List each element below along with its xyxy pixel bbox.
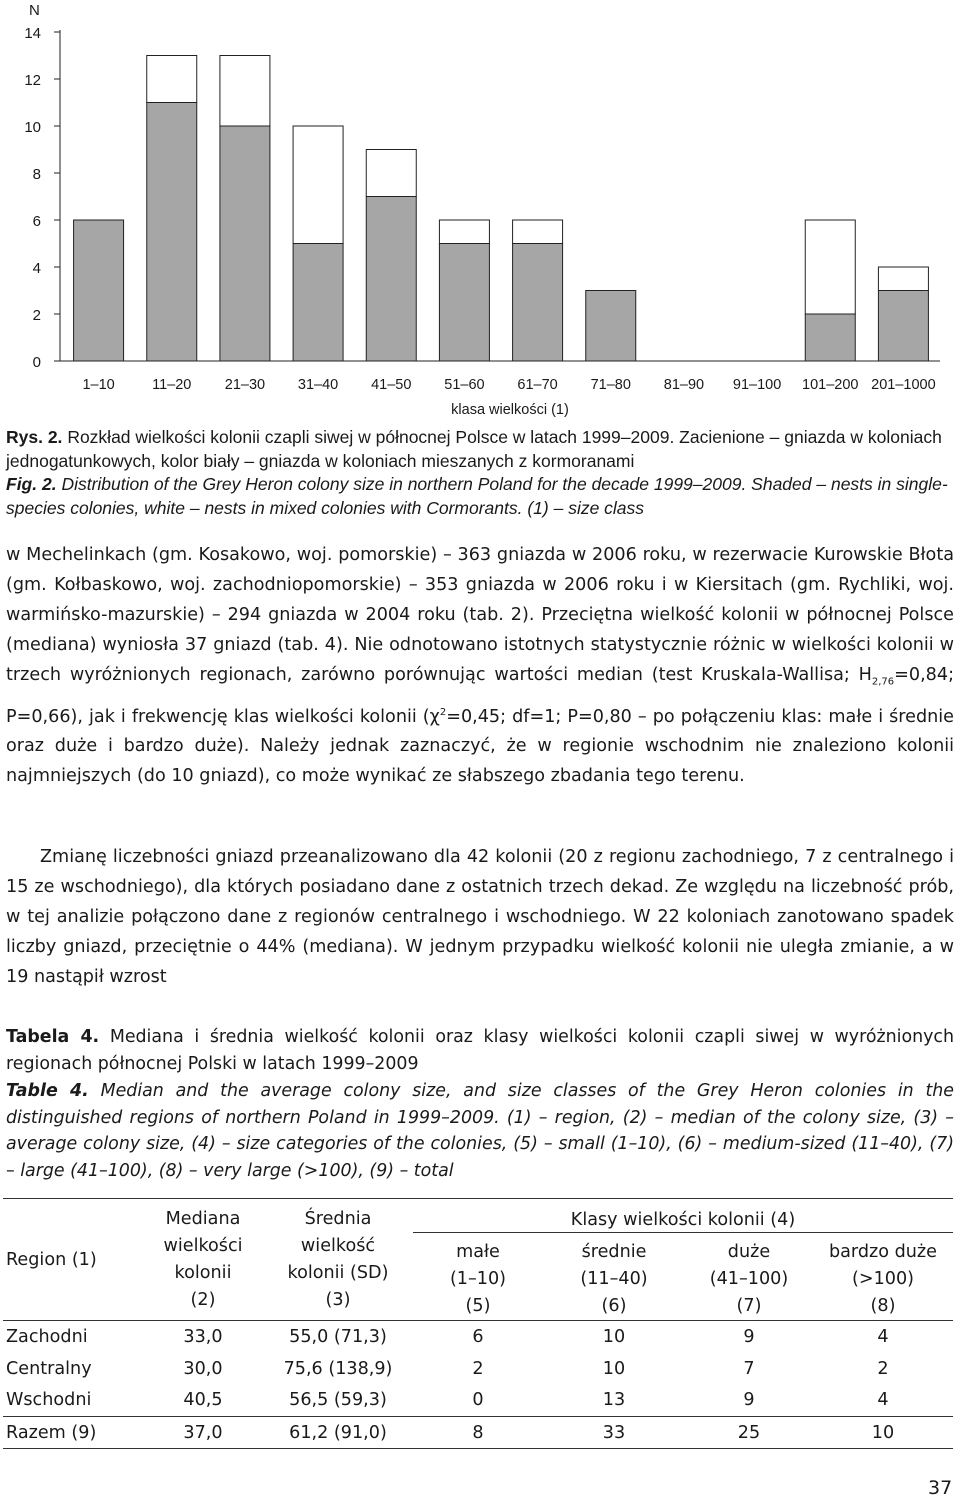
bar-white-segment xyxy=(366,150,416,197)
body-paragraph-2 xyxy=(6,842,954,992)
header-duze-line: duże xyxy=(727,1242,771,1262)
header-bardzo-line: (>100) xyxy=(851,1269,915,1289)
bar-shaded-segment xyxy=(805,314,855,361)
figure-label-pl: Rys. 2. xyxy=(6,427,63,447)
x-tick-label: 81–90 xyxy=(663,377,705,393)
bar-white-segment xyxy=(439,220,489,244)
table-cell: 55,0 (71,3) xyxy=(289,1326,387,1347)
header-srednie-line: (11–40) xyxy=(580,1269,648,1289)
header-mediana xyxy=(143,1199,263,1321)
chi-superscript: 2 xyxy=(439,706,447,718)
x-tick-label: 91–100 xyxy=(732,377,782,393)
table-caption-pl xyxy=(6,1024,954,1077)
header-bardzo xyxy=(813,1233,953,1321)
header-srednie-line: (6) xyxy=(601,1296,627,1316)
table-cell: 13 xyxy=(602,1390,626,1411)
colony-size-table xyxy=(3,1198,953,1449)
table-cell: 10 xyxy=(602,1326,626,1347)
table-cell: 25 xyxy=(685,1417,813,1449)
table-row xyxy=(3,1321,953,1353)
table-row xyxy=(3,1353,953,1385)
header-klasy: Klasy wielkości kolonii (4) xyxy=(413,1199,953,1233)
y-tick-label: 4 xyxy=(32,260,41,277)
figure-text-en: Distribution of the Grey Heron colony size in northern Poland for the decade 1999–2009. Shaded – nests in single-species colonies, white – nests in mixed colonies with Cormorants. (1) – size class xyxy=(6,474,948,518)
bar-white-segment xyxy=(878,267,928,291)
x-tick-label: 61–70 xyxy=(517,377,558,393)
header-srednie xyxy=(543,1233,685,1321)
header-srednia-line: Średnia xyxy=(304,1208,372,1229)
table-cell: 10 xyxy=(813,1417,953,1449)
table-cell: Wschodni xyxy=(6,1390,92,1411)
y-axis-label: N xyxy=(29,2,40,19)
figure-caption-en xyxy=(6,473,954,520)
header-male-line: małe xyxy=(456,1242,500,1262)
x-axis-label: klasa wielkości (1) xyxy=(451,402,569,418)
bar-white-segment xyxy=(220,56,270,127)
x-tick-label: 1–10 xyxy=(82,377,115,393)
table-cell: 9 xyxy=(743,1390,755,1411)
table-cell: 33 xyxy=(543,1417,685,1449)
header-duze xyxy=(685,1233,813,1321)
y-tick-label: 10 xyxy=(24,119,41,136)
table-row-total xyxy=(3,1417,953,1449)
bar-shaded-segment xyxy=(220,126,270,361)
x-tick-label: 11–20 xyxy=(152,377,192,393)
table-label-pl: Tabela 4. xyxy=(6,1027,100,1047)
bar-shaded-segment xyxy=(147,103,197,362)
header-bardzo-line: (8) xyxy=(870,1296,896,1316)
header-mediana-line: kolonii xyxy=(174,1262,232,1283)
header-male-line: (1–10) xyxy=(449,1269,507,1289)
table-cell: 30,0 xyxy=(183,1358,223,1379)
body-text-2: Zmianę liczebności gniazd przeanalizowano dla 42 kolonii (20 z regionu zachodniego, 7 z centralnego i 15 ze wschodniego), dla których posiadano dane z ostatnich trzech dekad. Ze względu na liczebność prób, w tej analizie połączono dane z regionów centralnego i wschodniego. W 22 koloniach zanotowano spadek liczby gniazd, przeciętnie o 44% (mediana). W jednym przypadku wielkość kolonii nie uległa zmianie, a w 19 nastąpił wzrost xyxy=(6,847,954,987)
x-tick-label: 21–30 xyxy=(224,377,266,393)
bar-white-segment xyxy=(513,220,563,244)
body-text-part-c: =0,45; df=1; P=0,80 – po połączeniu klas: małe i średnie oraz duże i bardzo duże). Należy jednak zaznaczyć, że w regionie wschodnim nie znaleziono kolonii najmniejszych (do 10 gniazd), co może wynikać ze słabszego zbadania tego terenu. xyxy=(6,706,954,787)
table-cell: 7 xyxy=(743,1358,755,1379)
x-tick-label: 201–1000 xyxy=(871,377,936,393)
x-tick-label: 71–80 xyxy=(590,377,631,393)
table-cell: 4 xyxy=(877,1326,889,1347)
bar-white-segment xyxy=(293,126,343,244)
x-tick-label: 31–40 xyxy=(297,377,339,393)
header-mediana-line: wielkości xyxy=(163,1235,243,1256)
table-cell: Razem (9) xyxy=(3,1417,143,1449)
colony-size-histogram xyxy=(0,0,960,425)
header-mediana-line: (2) xyxy=(190,1289,216,1310)
table-cell: 37,0 xyxy=(143,1417,263,1449)
header-srednia xyxy=(263,1199,413,1321)
x-tick-label: 51–60 xyxy=(444,377,485,393)
bar-shaded-segment xyxy=(366,197,416,362)
h-subscript: 2,76 xyxy=(871,676,895,688)
x-tick-label: 101–200 xyxy=(802,377,859,393)
x-tick-label: 41–50 xyxy=(371,377,412,393)
body-paragraph-1 xyxy=(6,540,954,791)
table-cell: 6 xyxy=(472,1326,484,1347)
table-text-en: Median and the average colony size, and size classes of the Grey Heron colonies in the distinguished regions of northern Poland in 1999–2009. (1) – region, (2) – median of the colony size, (3) – average colony size, (4) – size categories of the colonies, (5) – small (1–10), (6) – medium-sized (11–40), (7) – large (41–100), (8) – very large (>100), (9) – total xyxy=(6,1081,955,1181)
body-text-part-a: w Mechelinkach (gm. Kosakowo, woj. pomorskie) – 363 gniazda w 2006 roku, w rezerwacie Kurowskie Błota (gm. Kołbaskowo, woj. zachodniopomorskie) – 353 gniazda w 2006 roku i w Kiersitach (gm. Rychliki, woj. warmińsko-mazurskie) – 294 gniazda w 2004 roku (tab. 2). Przeciętna wielkość kolonii w północnej Polsce (mediana) wyniosła 37 gniazd (tab. 4). Nie odnotowano istotnych statystycznie różnic w wielkości kolonii w trzech wyróżnionych regionach, zarówno porównując wartości median (test Kruskala-Wallisa; H xyxy=(6,545,954,685)
table-cell: 8 xyxy=(413,1417,543,1449)
y-tick-label: 14 xyxy=(24,25,41,42)
y-tick-label: 2 xyxy=(32,307,41,324)
header-srednia-line: kolonii (SD) xyxy=(287,1262,389,1283)
figure-text-pl: Rozkład wielkości kolonii czapli siwej w północnej Polsce w latach 1999–2009. Zacienione – gniazda w koloniach jednogatunkowych, kolor biały – gniazda w koloniach mieszanych z kormoranami xyxy=(6,427,942,471)
figure-label-en: Fig. 2. xyxy=(6,474,57,494)
table-cell: 2 xyxy=(877,1358,889,1379)
table-cell: 0 xyxy=(472,1390,484,1411)
header-bardzo-line: bardzo duże xyxy=(828,1242,937,1262)
figure-caption-pl xyxy=(6,426,954,473)
table-caption-en xyxy=(6,1078,954,1184)
y-tick-label: 6 xyxy=(32,213,41,230)
table-cell: 9 xyxy=(743,1326,755,1347)
table-cell: Zachodni xyxy=(6,1326,88,1347)
bar-shaded-segment xyxy=(74,220,124,361)
bar-shaded-segment xyxy=(878,291,928,362)
table-cell: 33,0 xyxy=(183,1326,223,1347)
bar-shaded-segment xyxy=(439,244,489,362)
bar-shaded-segment xyxy=(586,291,636,362)
y-tick-label: 12 xyxy=(24,72,41,89)
table-cell: 61,2 (91,0) xyxy=(263,1417,413,1449)
header-srednia-line: wielkość xyxy=(300,1235,376,1256)
header-duze-line: (41–100) xyxy=(709,1269,789,1289)
bar-shaded-segment xyxy=(513,244,563,362)
table-cell: 40,5 xyxy=(183,1390,223,1411)
bar-shaded-segment xyxy=(293,244,343,362)
header-duze-line: (7) xyxy=(736,1296,762,1316)
header-male-line: (5) xyxy=(465,1296,491,1316)
header-male xyxy=(413,1233,543,1321)
header-srednia-line: (3) xyxy=(325,1289,351,1310)
header-mediana-line: Mediana xyxy=(165,1208,241,1229)
header-srednie-line: średnie xyxy=(581,1242,647,1262)
header-region: Region (1) xyxy=(3,1199,143,1321)
table-cell: 75,6 (138,9) xyxy=(283,1358,393,1379)
page-number: 37 xyxy=(928,1477,953,1499)
y-tick-label: 0 xyxy=(32,354,41,371)
table-cell: 2 xyxy=(472,1358,484,1379)
table-cell: 4 xyxy=(877,1390,889,1411)
bar-white-segment xyxy=(147,56,197,103)
table-row xyxy=(3,1385,953,1417)
table-cell: 56,5 (59,3) xyxy=(289,1390,387,1411)
y-tick-label: 8 xyxy=(32,166,41,183)
body-text-part-b: =0,84; P=0,66), jak i frekwencję klas wielkości kolonii (χ xyxy=(6,665,954,727)
bar-white-segment xyxy=(805,220,855,314)
table-cell: Centralny xyxy=(6,1358,92,1379)
table-cell: 10 xyxy=(602,1358,626,1379)
table-label-en: Table 4. xyxy=(6,1081,89,1101)
table-text-pl: Mediana i średnia wielkość kolonii oraz klasy wielkości kolonii czapli siwej w wyróżnionych regionach północnej Polski w latach 1999–2009 xyxy=(6,1027,954,1074)
